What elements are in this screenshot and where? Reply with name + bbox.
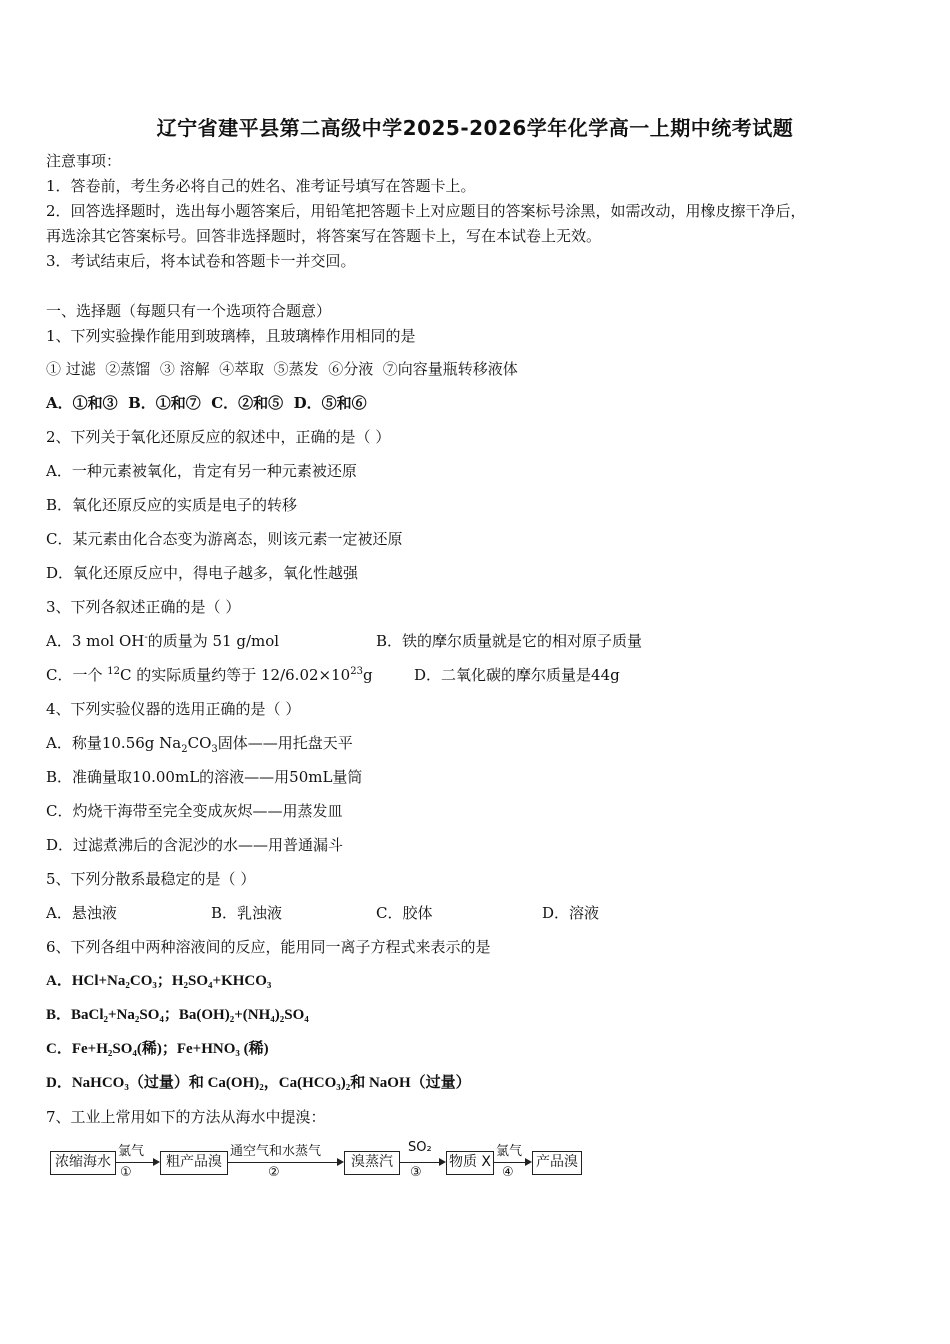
flow-arrow-1 [116,1162,158,1163]
q3-option-c: C．一个 $^{12}$C 的实际质量约等于 $12/6.02\times 10^{23}g$ [46,666,373,684]
flow-step2-number: ② [268,1165,280,1180]
notice-item-1: 1．答卷前，考生务必将自己的姓名、准考证号填写在答题卡上。 [46,177,476,195]
q3-option-d: D．二氧化碳的摩尔质量是44g [414,666,620,684]
q5-option-b: B．乳浊液 [211,904,283,922]
bromine-extraction-flowchart [46,1138,606,1198]
notice-item-2: 2．回答选择题时，选出每小题答案后，用铅笔把答题卡上对应题目的答案标号涂黑，如需改动，用橡皮擦干净后， [46,202,806,220]
flow-box-concentrated-seawater: 浓缩海水 [50,1151,116,1175]
q3-stem: 3、下列各叙述正确的是（ ） [46,598,241,616]
q2-option-a: A．一种元素被氧化，肯定有另一种元素被还原 [46,462,357,480]
q2-option-c: C．某元素由化合态变为游离态，则该元素一定被还原 [46,530,403,548]
flow-step2-reagent: 通空气和水蒸气 [230,1144,322,1159]
q3-option-a: A．3 mol OH-的质量为 51 g/mol [46,632,280,650]
flow-step1-reagent: 氯气 [118,1144,145,1159]
flow-step1-number: ① [120,1165,132,1180]
q5-option-d: D．溶液 [542,904,600,922]
q1-options: A．①和③ B．①和⑦ C．②和⑤ D．⑤和⑥ [46,394,367,412]
q6-stem: 6、下列各组中两种溶液间的反应，能用同一离子方程式来表示的是 [46,938,491,956]
flow-arrow-4 [494,1162,530,1163]
q5-stem: 5、下列分散系最稳定的是（ ） [46,870,256,888]
notice-item-2-cont: 再选涂其它答案标号。回答非选择题时，将答案写在答题卡上，写在本试卷上无效。 [46,227,602,245]
q3-option-b: B．铁的摩尔质量就是它的相对原子质量 [376,632,643,650]
q4-option-a: A．称量10.56g $Na_2CO_3$固体——用托盘天平 [46,734,353,755]
q2-option-d: D．氧化还原反应中，得电子越多，氧化性越强 [46,564,359,582]
q4-option-b: B．准确量取10.00mL的溶液——用50mL量筒 [46,768,363,786]
flow-step4-number: ④ [502,1165,514,1180]
flow-arrow-2 [228,1162,342,1163]
q6-option-c: C．Fe+H₂SO₄(稀)；Fe+HNO₃ (稀) [46,1041,269,1057]
q2-option-b: B．氧化还原反应的实质是电子的转移 [46,496,298,514]
q6-option-b: B．BaCl₂+Na₂SO₄；Ba(OH)₂+(NH₄)₂SO₄ [46,1007,309,1023]
q1-list: ① 过滤 ②蒸馏 ③ 溶解 ④萃取 ⑤蒸发 ⑥分液 ⑦向容量瓶转移液体 [46,360,518,378]
q4-option-c: C．灼烧干海带至完全变成灰烬——用蒸发皿 [46,802,343,820]
notice-item-3: 3．考试结束后，将本试卷和答题卡一并交回。 [46,252,356,270]
flow-box-bromine-vapor: 溴蒸汽 [344,1151,400,1175]
flow-box-product-bromine: 产品溴 [532,1151,582,1175]
q4-stem: 4、下列实验仪器的选用正确的是（ ） [46,700,301,718]
flow-step3-reagent: SO₂ [408,1140,432,1155]
q6-option-a: A．HCl+Na₂CO₃；H₂SO₄+KHCO₃ [46,973,272,989]
flow-step3-number: ③ [410,1165,422,1180]
flow-step4-reagent: 氯气 [496,1144,523,1159]
section-heading: 一、选择题（每题只有一个选项符合题意） [46,302,332,320]
flow-arrow-3 [400,1162,444,1163]
notice-heading: 注意事项： [46,152,122,170]
flow-box-substance-x: 物质 X [446,1151,494,1175]
q5-option-a: A．悬浊液 [46,904,117,922]
page-title: 辽宁省建平县第二高级中学2025-2026学年化学高一上期中统考试题 [156,116,794,140]
q7-stem: 7、工业上常用如下的方法从海水中提溴： [46,1108,326,1126]
q1-stem: 1、下列实验操作能用到玻璃棒，且玻璃棒作用相同的是 [46,327,416,345]
q5-option-c: C．胶体 [376,904,433,922]
q4-option-d: D．过滤煮沸后的含泥沙的水——用普通漏斗 [46,836,344,854]
flow-box-crude-bromine: 粗产品溴 [160,1151,228,1175]
q2-stem: 2、下列关于氧化还原反应的叙述中，正确的是（ ） [46,428,391,446]
q6-option-d: D．NaHCO₃（过量）和 Ca(OH)₂，Ca(HCO₃)₂和 NaOH（过量） [46,1075,471,1091]
